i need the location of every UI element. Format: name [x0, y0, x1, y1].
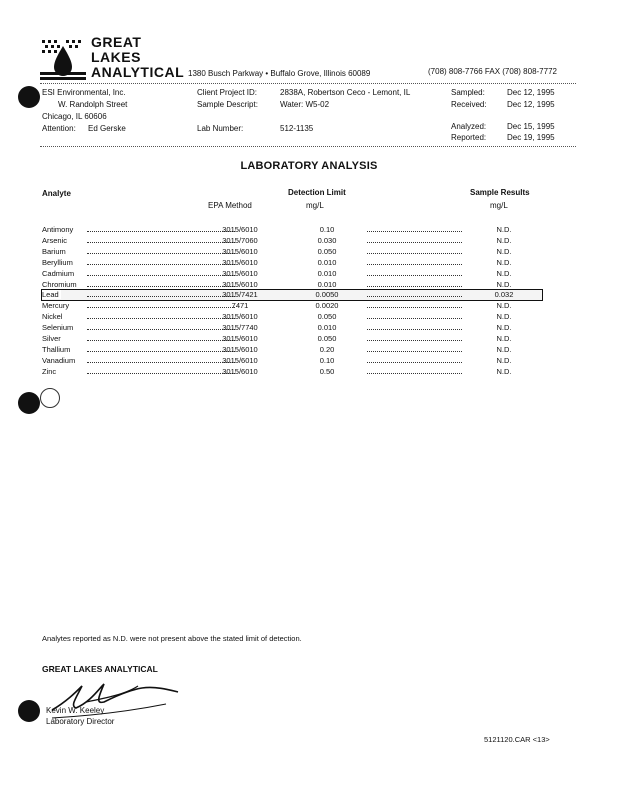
epa-method: 3015/6010 — [222, 246, 258, 256]
sample-result: 0.032 — [494, 290, 514, 300]
epa-method: 3015/6010 — [222, 312, 258, 322]
detection-limit: 0.010 — [317, 279, 337, 289]
report-title: LABORATORY ANALYSIS — [240, 160, 378, 172]
analyte-name: Thallium — [42, 344, 71, 354]
table-row — [42, 225, 542, 235]
header-rule-bottom — [40, 146, 576, 147]
epa-method: 3015/6010 — [222, 366, 258, 376]
epa-method: 3015/6010 — [222, 279, 258, 289]
detection-limit: 0.0050 — [315, 290, 339, 300]
leader-dots — [87, 296, 235, 297]
detection-limit: 0.050 — [317, 334, 337, 343]
leader-dots — [367, 362, 462, 363]
analyte-name: Zinc — [42, 366, 57, 376]
client-street: W. Randolph Street — [58, 100, 128, 109]
leader-dots — [367, 351, 462, 352]
detection-limit: 0.010 — [317, 257, 337, 267]
sample-result: N.D. — [496, 344, 512, 354]
table-row — [42, 323, 542, 333]
detection-limit: 0.010 — [317, 323, 337, 333]
reported-label: Reported: — [451, 133, 487, 142]
punch-hole-bottom — [18, 700, 40, 722]
detection-limit: 0.50 — [319, 366, 335, 376]
analyte-name: Silver — [42, 334, 61, 343]
punch-hole-middle — [18, 392, 40, 414]
leader-dots — [367, 373, 462, 374]
sample-result: N.D. — [496, 268, 512, 278]
logo-line-1: GREAT — [91, 34, 142, 50]
detection-limit: 0.0020 — [315, 301, 339, 311]
analyte-name: Mercury — [42, 301, 70, 311]
leader-dots — [367, 231, 462, 232]
table-row — [42, 334, 542, 344]
column-sample-results: Sample Results — [470, 188, 530, 197]
detection-limit: 0.10 — [319, 225, 335, 234]
leader-dots — [87, 253, 235, 254]
leader-dots — [87, 373, 235, 374]
leader-dots — [367, 296, 462, 297]
leader-dots — [367, 253, 462, 254]
epa-method: 3015/6010 — [222, 225, 258, 234]
table-row — [42, 258, 542, 268]
lab-number-label: Lab Number: — [197, 124, 244, 133]
table-row — [42, 345, 542, 355]
epa-method: 3015/6010 — [222, 268, 258, 278]
sample-result: N.D. — [496, 279, 512, 289]
analyte-name: Lead — [42, 290, 59, 300]
leader-dots — [87, 307, 235, 308]
leader-dots — [367, 286, 462, 287]
epa-method: 3015/6010 — [222, 334, 258, 343]
detection-limit: 0.010 — [317, 268, 337, 278]
table-row — [42, 280, 542, 290]
table-row — [42, 312, 542, 322]
attention-name: Ed Gerske — [88, 124, 126, 133]
table-row — [42, 247, 542, 257]
leader-dots — [367, 307, 462, 308]
sample-result: N.D. — [496, 312, 512, 322]
leader-dots — [87, 264, 235, 265]
lab-number-value: 512-1135 — [280, 124, 314, 133]
analyte-name: Barium — [42, 246, 66, 256]
analyte-name: Chromium — [42, 279, 77, 289]
sample-result: N.D. — [496, 323, 512, 333]
table-row — [42, 236, 542, 246]
analyzed-label: Analyzed: — [451, 122, 487, 131]
sample-desc-label: Sample Descript: — [197, 100, 258, 109]
client-name: ESI Environmental, Inc. — [42, 88, 126, 97]
column-results-unit: mg/L — [490, 201, 508, 210]
sample-result: N.D. — [496, 301, 512, 311]
client-city: Chicago, IL 60606 — [42, 112, 107, 121]
logo-mark-icon — [40, 36, 86, 82]
table-row — [42, 356, 542, 366]
document-reference: 5121120.CAR <13> — [484, 735, 550, 744]
epa-method: 3015/6010 — [222, 355, 258, 365]
sample-result: N.D. — [496, 225, 512, 234]
leader-dots — [87, 286, 235, 287]
table-row — [42, 290, 542, 300]
epa-method: 7471 — [231, 301, 249, 311]
signer-name: Kevin W. Keeley — [46, 706, 105, 715]
sample-result: N.D. — [496, 235, 512, 245]
epa-method: 3015/7421 — [222, 290, 258, 300]
leader-dots — [367, 275, 462, 276]
analyte-name: Nickel — [42, 312, 63, 322]
sample-result: N.D. — [496, 355, 512, 365]
table-row — [42, 367, 542, 377]
leader-dots — [367, 329, 462, 330]
analyte-name: Cadmium — [42, 268, 75, 278]
column-detection-limit: Detection Limit — [288, 188, 346, 197]
leader-dots — [87, 318, 235, 319]
column-detection-unit: mg/L — [306, 201, 324, 210]
punch-hole-top — [18, 86, 40, 108]
analyte-name: Selenium — [42, 323, 74, 333]
attention-label: Attention: — [42, 124, 76, 133]
epa-method: 3015/6010 — [222, 257, 258, 267]
detection-limit: 0.10 — [319, 355, 335, 365]
sampled-label: Sampled: — [451, 88, 485, 97]
column-method: EPA Method — [208, 201, 252, 210]
leader-dots — [87, 231, 235, 232]
company-address: 1380 Busch Parkway • Buffalo Grove, Illinois 60089 — [188, 69, 371, 78]
received-value: Dec 12, 1995 — [507, 100, 555, 109]
column-analyte: Analyte — [42, 189, 71, 198]
client-project-label: Client Project ID: — [197, 88, 258, 97]
footnote: Analytes reported as N.D. were not present above the stated limit of detection. — [42, 634, 302, 643]
epa-method: 3015/6010 — [222, 344, 258, 354]
sample-result: N.D. — [496, 334, 512, 343]
sample-result: N.D. — [496, 366, 512, 376]
leader-dots — [367, 318, 462, 319]
leader-dots — [367, 340, 462, 341]
detection-limit: 0.030 — [317, 235, 337, 245]
sample-result: N.D. — [496, 257, 512, 267]
analyte-name: Arsenic — [42, 235, 68, 245]
leader-dots — [87, 242, 235, 243]
company-signature-heading: GREAT LAKES ANALYTICAL — [42, 664, 158, 674]
epa-method: 3015/7740 — [222, 323, 258, 333]
analyzed-value: Dec 15, 1995 — [507, 122, 555, 131]
detection-limit: 0.20 — [319, 344, 335, 354]
received-label: Received: — [451, 100, 487, 109]
leader-dots — [87, 340, 235, 341]
leader-dots — [87, 329, 235, 330]
detection-limit: 0.050 — [317, 312, 337, 322]
reported-value: Dec 19, 1995 — [507, 133, 555, 142]
sample-desc-value: Water: W5-02 — [280, 100, 330, 109]
table-row — [42, 269, 542, 279]
analyte-name: Vanadium — [42, 355, 76, 365]
analyte-name: Antimony — [42, 225, 74, 234]
leader-dots — [367, 242, 462, 243]
analyte-name: Beryllium — [42, 257, 73, 267]
logo-line-2: LAKES — [91, 49, 141, 65]
punch-hole-open — [40, 388, 60, 408]
company-phone-fax: (708) 808-7766 FAX (708) 808-7772 — [428, 67, 557, 76]
sample-result: N.D. — [496, 246, 512, 256]
sampled-value: Dec 12, 1995 — [507, 88, 555, 97]
leader-dots — [367, 264, 462, 265]
signer-title: Laboratory Director — [46, 717, 115, 726]
table-row — [42, 301, 542, 311]
leader-dots — [87, 275, 235, 276]
leader-dots — [87, 362, 235, 363]
client-project-value: 2838A, Robertson Ceco - Lemont, IL — [280, 88, 411, 97]
epa-method: 3015/7060 — [222, 235, 258, 245]
header-rule-top — [40, 83, 576, 84]
detection-limit: 0.050 — [317, 246, 337, 256]
leader-dots — [87, 351, 235, 352]
logo-line-3: ANALYTICAL — [91, 64, 185, 80]
